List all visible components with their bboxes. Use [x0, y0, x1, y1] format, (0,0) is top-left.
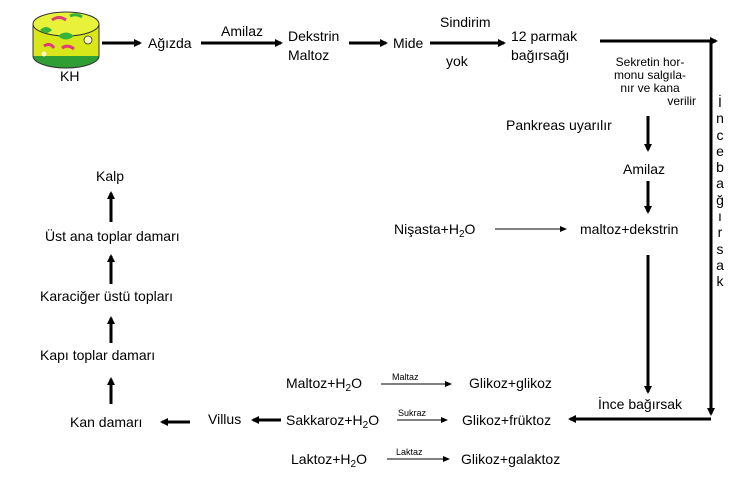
note-sekretin-line2: monu salgıla-	[613, 68, 687, 82]
vertical-letter-6: ğ	[716, 191, 724, 208]
label-sakkaroz-h2o	[286, 412, 380, 431]
label-maltoz-h2o-sub: 2	[345, 383, 352, 394]
label-nisasta-prefix: Nişasta+H	[394, 221, 459, 237]
vertical-letter-9: s	[716, 240, 724, 257]
vertical-letter-2: c	[716, 126, 724, 143]
vertical-letter-3: e	[716, 142, 724, 159]
label-maltaz: Maltaz	[392, 372, 419, 382]
label-laktoz-sub: 2	[350, 459, 357, 470]
label-maltoz-h2o-suffix: O	[351, 375, 362, 391]
note-sekretin-line3: nır ve kana	[620, 81, 680, 95]
cheese-wheel-icon	[33, 12, 99, 68]
label-agizda: Ağızda	[148, 35, 192, 51]
note-sekretin-line4: verilir	[667, 94, 696, 108]
vertical-letter-11: k	[716, 273, 724, 290]
label-12parmak-line2: bağırsağı	[511, 47, 570, 63]
label-glikoz-fruktoz: Glikoz+früktoz	[462, 412, 552, 428]
label-maltoz-dekstrin: maltoz+dekstrin	[580, 221, 679, 237]
label-kan-damari: Kan damarı	[70, 414, 143, 430]
label-glikoz-galaktoz: Glikoz+galaktoz	[461, 451, 561, 467]
label-nisasta	[394, 221, 476, 240]
label-yok: yok	[446, 53, 468, 69]
label-villus: Villus	[208, 411, 242, 427]
label-sakkaroz-suffix: O	[368, 412, 380, 428]
label-ince-bagirsak: İnce bağırsak	[598, 396, 683, 412]
label-kapi-toplar: Kapı toplar damarı	[40, 347, 156, 363]
label-maltoz-h2o	[286, 375, 362, 394]
label-nisasta-sub: 2	[458, 229, 465, 240]
label-amilaz-top: Amilaz	[221, 23, 264, 39]
vertical-letter-0: İ	[718, 94, 722, 110]
label-sakkaroz-sub: 2	[362, 420, 369, 431]
label-sindirim: Sindirim	[440, 14, 491, 30]
vertical-letter-5: a	[716, 175, 724, 192]
label-kalp: Kalp	[96, 168, 125, 184]
label-ust-ana: Üst ana toplar damarı	[45, 228, 180, 244]
label-amilaz-mid: Amilaz	[623, 161, 666, 177]
label-mide: Mide	[393, 35, 424, 51]
label-12parmak-line1: 12 parmak	[511, 28, 578, 44]
note-sekretin-line1: Sekretin hor-	[615, 55, 685, 69]
label-laktoz-prefix: Laktoz+H	[291, 451, 351, 467]
label-maltoz-h2o-prefix: Maltoz+H	[286, 375, 346, 391]
note-sekretin	[600, 56, 700, 108]
label-dekstrin: Dekstrin	[288, 28, 340, 44]
label-pankreas: Pankreas uyarılır	[506, 117, 612, 133]
label-nisasta-suffix: O	[464, 221, 476, 237]
vertical-letter-10: a	[716, 256, 724, 273]
label-sakkaroz-prefix: Sakkaroz+H	[286, 412, 363, 428]
label-karaciger: Karaciğer üstü topları	[40, 288, 174, 304]
label-glikoz-glikoz: Glikoz+glikoz	[469, 375, 552, 391]
vertical-letter-4: b	[716, 159, 724, 176]
label-maltoz-top: Maltoz	[288, 47, 330, 63]
label-laktaz: Laktaz	[396, 447, 423, 457]
label-laktoz-h2o	[291, 451, 367, 470]
vertical-letter-8: r	[717, 224, 723, 241]
label-ince-bagirsak-vertical	[714, 94, 726, 290]
label-kh: KH	[60, 68, 80, 84]
label-sukraz: Sukraz	[398, 408, 427, 418]
label-laktoz-suffix: O	[356, 451, 367, 467]
vertical-letter-1: n	[716, 110, 724, 127]
vertical-letter-7: ı	[718, 208, 722, 225]
